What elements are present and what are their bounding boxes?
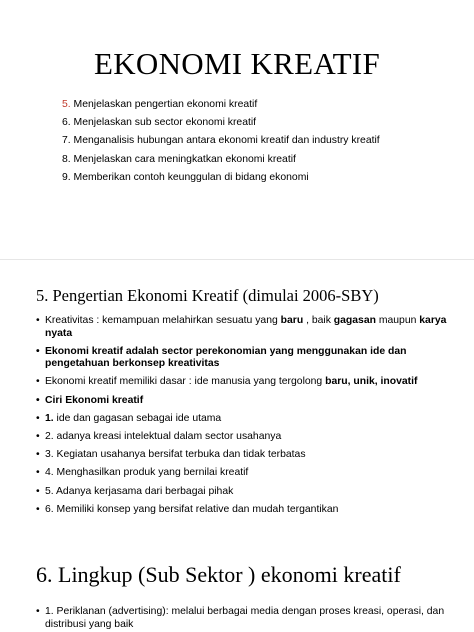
slide-3-title: 6. Lingkup (Sub Sektor ) ekonomi kreatif <box>36 562 401 587</box>
bullet-item <box>36 376 456 389</box>
slide-2 <box>0 268 474 548</box>
objectives-list <box>62 96 380 187</box>
bullet-item <box>36 413 456 426</box>
objective-text: Menjelaskan pengertian ekonomi kreatif <box>70 99 258 110</box>
bullet-text: Ekonomi kreatif memiliki dasar : ide manusia yang tergolong <box>45 376 326 388</box>
objective-text: Menganalisis hubungan antara ekonomi kreatif dan industry kreatif <box>70 135 380 147</box>
bold-text: gagasan <box>333 315 376 326</box>
definition-bullets <box>36 315 456 522</box>
objective-text: Memberikan contoh keunggulan di bidang ekonomi <box>70 171 309 183</box>
objective-item <box>62 169 380 187</box>
bullet-item: • 1. Periklanan (advertising): melalui berbagai media dengan proses kreasi, operasi, dan distribusi yang baik <box>36 606 456 631</box>
objective-number: 5. <box>62 99 71 110</box>
bullet-text: , baik <box>303 315 334 326</box>
bullet-text: ide dan gagasan sebagai ide utama <box>53 412 222 424</box>
slide-2-title: 5. Pengertian Ekonomi Kreatif (dimulai 2006-SBY) <box>36 286 379 305</box>
bullet-text: maupun <box>375 315 420 326</box>
objective-item <box>62 96 380 114</box>
slide-1 <box>0 0 474 250</box>
objective-text: Menjelaskan sub sector ekonomi kreatif <box>70 117 257 129</box>
subsector-bullets <box>36 606 456 631</box>
objective-item <box>62 132 380 150</box>
bullet-item <box>36 315 456 340</box>
objective-text: Menjelaskan cara meningkatkan ekonomi kreatif <box>70 153 296 165</box>
objective-number: 7. <box>62 135 71 147</box>
bold-text: baru <box>280 315 304 326</box>
bullet-item: • 2. adanya kreasi intelektual dalam sector usahanya <box>36 431 456 444</box>
objective-item <box>62 151 380 169</box>
bullet-item: • Ciri Ekonomi kreatif <box>36 395 456 408</box>
bold-text: karya nyata <box>45 315 447 339</box>
bullet-item: • 5. Adanya kerjasama dari berbagai pihak <box>36 486 456 499</box>
slide-1-title: EKONOMI KREATIF <box>93 46 381 81</box>
bold-text: 1. <box>45 412 54 424</box>
slide-divider <box>0 259 474 260</box>
bullet-item: • 6. Memiliki konsep yang bersifat relative dan mudah tergantikan <box>36 504 456 517</box>
objective-number: 6. <box>62 117 71 129</box>
bold-text: baru, unik, inovatif <box>325 376 418 388</box>
bullet-item: • Ekonomi kreatif adalah sector perekonomian yang menggunakan ide dan pengetahuan berkonsep kreativitas <box>36 346 456 371</box>
objective-number: 8. <box>62 153 71 165</box>
bullet-item: • 3. Kegiatan usahanya bersifat terbuka dan tidak terbatas <box>36 449 456 462</box>
objective-number: 9. <box>62 171 71 183</box>
objective-item <box>62 114 380 132</box>
bullet-text: Kreativitas : kemampuan melahirkan sesuatu yang <box>45 315 281 326</box>
slide-3 <box>0 548 474 632</box>
bullet-item: • 4. Menghasilkan produk yang bernilai kreatif <box>36 467 456 480</box>
